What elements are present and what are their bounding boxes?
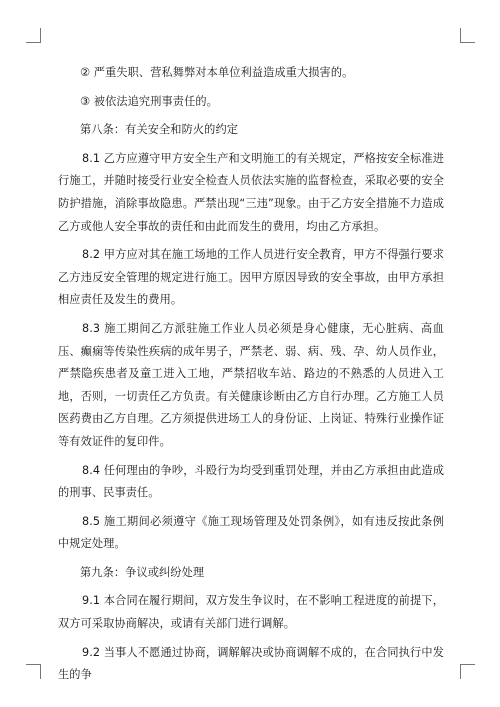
clause-8-5: 8.5 施工期间必须遵守《施工现场管理及处罚条例》，如有违反按此条例中规定处理。 [58,514,444,551]
clause-item-3: ③ 被依法追究刑事责任的。 [80,94,218,108]
crop-mark-top-left [26,28,41,43]
clause-8-3: 8.3 施工期间乙方派驻施工作业人员必须是身心健康，无心脏病、高血压、癫痫等传染性疾病的成年男子，严禁老、弱、病、残、孕、幼人员作业，严禁隐疾患者及童工进入工地，严禁招收车站、路边的不熟悉的人员进入工地，否则，一切责任乙方负责。有关健康诊断由乙方自行办理。乙方施工人员医药费由乙方自理。乙方须提供进场工人的身份证、上岗证、特殊行业操作证等有效证件的复印件。 [58,321,444,448]
clause-9-2: 9.2 当事人不愿通过协商，调解解决或协商调解不成的，在合同执行中发生的争 [58,645,444,682]
document-body [58,62,444,693]
clause-8-4: 8.4 任何理由的争吵，斗殴行为均受到重罚处理，并由乙方承担由此造成的刑事、民事责任。 [58,463,444,500]
clause-8-1: 8.1 乙方应遵守甲方安全生产和文明施工的有关规定，严格按安全标准进行施工，并随时接受行业安全检查人员依法实施的监督检查，采取必要的安全防护措施，消除事故隐患。严禁出现“三违”现象。由于乙方安全措施不力造成乙方或他人安全事故的责任和由此而发生的费用，均由乙方承担。 [58,151,444,233]
clause-item-2: ② 严重失职、营私舞弊对本单位利益造成重大损害的。 [80,66,354,79]
section-heading-8: 第八条：有关安全和防火的约定 [80,123,239,137]
crop-mark-bottom-left [26,664,41,679]
crop-mark-bottom-right [460,664,475,679]
section-heading-9: 第九条：争议或纠纷处理 [80,565,205,579]
crop-mark-top-right [460,28,475,43]
clause-9-1: 9.1 本合同在履行期间，双方发生争议时，在不影响工程进度的前提下，双方可采取协商解决，或请有关部门进行调解。 [58,594,444,631]
clause-8-2: 8.2 甲方应对其在施工场地的工作人员进行安全教育，甲方不得强行要求乙方违反安全管理的规定进行施工。因甲方原因导致的安全事故，由甲方承担相应责任及发生的费用。 [58,248,444,307]
